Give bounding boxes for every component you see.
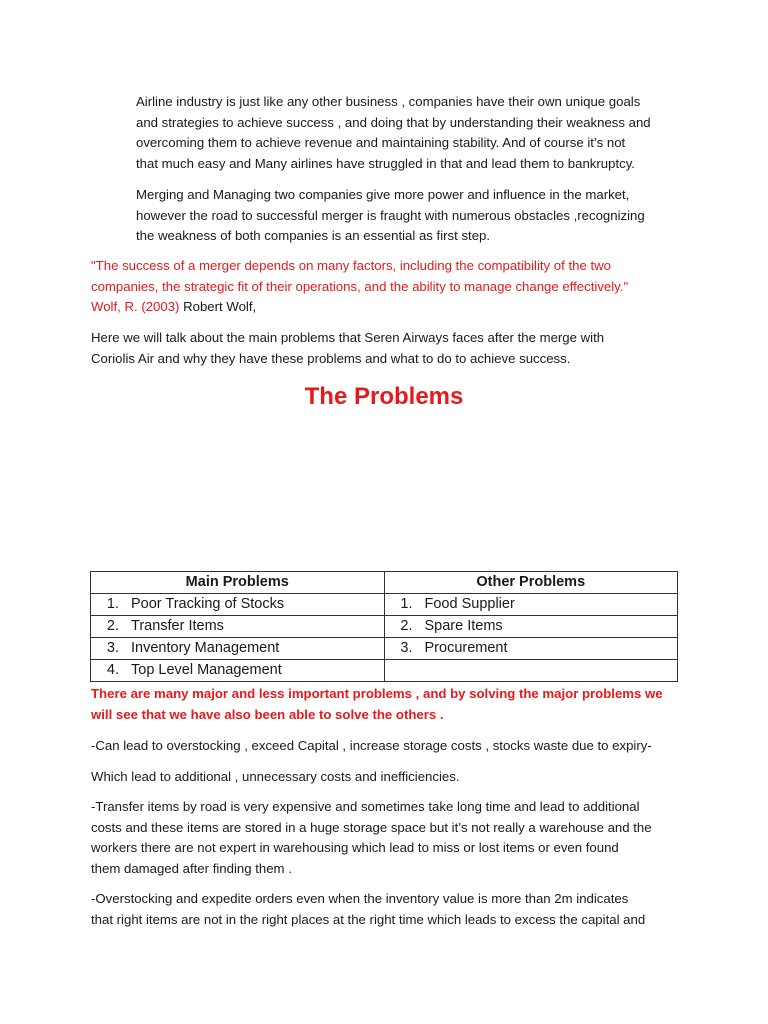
main-problem-text: Top Level Management [131,662,282,678]
other-problem-text: Spare Items [424,618,503,634]
body-line: -Transfer items by road is very expensive and sometimes take long time and lead to additional [91,799,640,814]
intro-p1-line: Airline industry is just like any other business , companies have their own unique goals [136,94,641,109]
list-number: 1. [400,596,413,612]
list-number: 2. [106,618,119,634]
quote-line: "The success of a merger depends on many factors, including the compatibility of the two [91,258,611,273]
intro-p1-line: overcoming them to achieve revenue and maintaining stability. And of course it’s not [136,135,626,151]
other-problem-cell [384,594,678,616]
body-line: that right items are not in the right places at the right time which leads to excess the capital and [91,911,646,927]
overview-line: Coriolis Air and why they have these problems and what to do to achieve success. [91,350,571,366]
body-line: costs and these items are stored in a huge storage space but it’s not really a warehouse and the [91,819,652,835]
quote-citation: Wolf, R. (2003) [91,299,184,315]
main-problem-text: Poor Tracking of Stocks [131,596,285,612]
problems-table [90,571,678,682]
main-problem-cell [91,638,385,660]
other-problem-text: Food Supplier [424,596,515,612]
note-line: will see that we have also been able to solve the others . [91,706,444,722]
overview-line: Here we will talk about the main problems that Seren Airways faces after the merge with [91,330,605,345]
quote-block [91,256,683,318]
table-header-row [91,572,678,594]
note-line: There are many major and less important problems , and by solving the major problems we [91,686,663,701]
list-number: 1. [106,596,119,612]
intro-paragraph-2 [136,185,684,247]
table-row [91,638,678,660]
table-row [91,660,678,682]
section-title: The Problems [304,383,464,410]
intro-p1-line: that much easy and Many airlines have struggled in that and lead them to bankruptcy. [136,155,635,171]
intro-p2-line: the weakness of both companies is an essential as first step. [136,228,491,244]
body-line: Which lead to additional , unnecessary costs and inefficiencies. [91,769,460,784]
list-number: 4. [106,662,119,678]
intro-p1-line: and strategies to achieve success , and doing that by understanding their weakness and [136,114,651,130]
intro-p2-line: however the road to successful merger is fraught with numerous obstacles ,recognizing [136,207,645,223]
main-problem-cell [91,616,385,638]
intro-p2-line: Merging and Managing two companies give more power and influence in the market, [136,187,630,202]
body-paragraph-1 [91,736,683,757]
body-line: them damaged after finding them . [91,860,292,876]
overview-paragraph [91,328,683,369]
column-header-main: Main Problems [91,572,385,594]
main-problem-text: Inventory Management [131,640,280,656]
main-problem-cell [91,660,385,682]
main-problem-text: Transfer Items [131,618,224,634]
body-paragraph-4 [91,889,683,930]
body-line: workers there are not expert in warehousing which lead to miss or lost items or even found [91,840,619,856]
main-problem-cell [91,594,385,616]
quote-line: companies, the strategic fit of their operations, and the ability to manage change effectively." [91,278,629,294]
quote-author: Robert Wolf, [183,299,257,315]
body-paragraph-3 [91,797,683,879]
intro-paragraph-1 [136,92,684,174]
table-row [91,594,678,616]
list-number: 3. [106,640,119,656]
table-row [91,616,678,638]
other-problem-cell [384,660,678,682]
problems-note [91,684,683,725]
body-paragraph-2 [91,767,683,788]
list-number: 2. [400,618,413,634]
other-problem-cell [384,638,678,660]
other-problem-cell [384,616,678,638]
other-problem-text: Procurement [424,640,508,656]
column-header-other: Other Problems [384,572,678,594]
body-line: -Can lead to overstocking , exceed Capital , increase storage costs , stocks waste due to expiry- [91,738,652,753]
list-number: 3. [400,640,413,656]
body-line: -Overstocking and expedite orders even when the inventory value is more than 2m indicates [91,891,629,906]
